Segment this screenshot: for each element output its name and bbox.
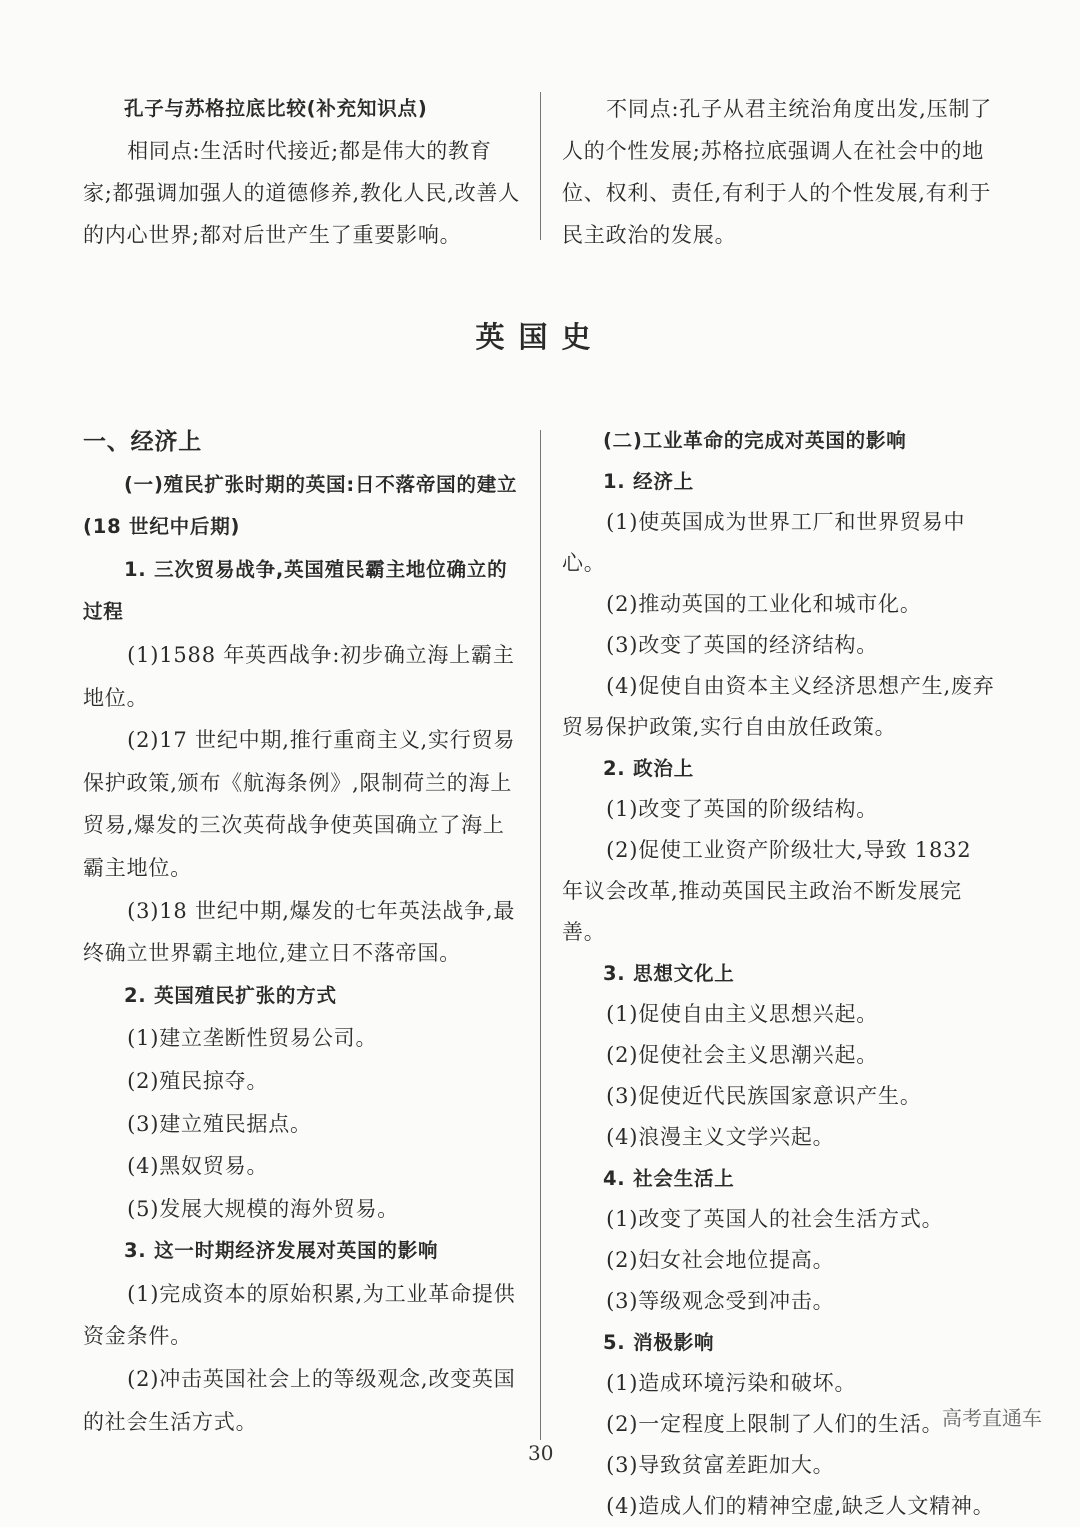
section-heading: 一、经济上 [83,429,202,455]
left-column [83,421,521,1443]
subheading: 3. 这一时期经济发展对英国的影响 [123,1239,439,1263]
paragraph: (2)促使社会主义思潮兴起。 [606,1043,879,1067]
paragraph: (5)发展大规模的海外贸易。 [127,1196,400,1221]
paragraph: (4)促使自由资本主义经济思想产生,废弃贸易保护政策,实行自由放任政策。 [562,674,995,739]
watermark: 高考直通车 [942,1406,1042,1430]
subheading: (一)殖民扩张时期的英国:日不落帝国的建立(18 世纪中后期) [83,472,518,539]
paragraph: (1)改变了英国人的社会生活方式。 [606,1207,944,1231]
paragraph: (2)妇女社会地位提高。 [606,1248,835,1272]
subheading: 2. 英国殖民扩张的方式 [123,983,337,1007]
paragraph: (3)等级观念受到冲击。 [606,1289,835,1313]
subheading: (二)工业革命的完成对英国的影响 [602,429,907,452]
paragraph: (2)推动英国的工业化和城市化。 [606,592,922,616]
section-title: 英国史 [475,320,605,354]
paragraph: (1)建立垄断性贸易公司。 [127,1026,378,1051]
paragraph: (1)1588 年英西战争:初步确立海上霸主地位。 [83,642,515,710]
paragraph: (2)一定程度上限制了人们的生活。 [606,1412,944,1436]
page-number: 30 [528,1441,554,1465]
paragraph: 相同点:生活时代接近;都是伟大的教育家;都强调加强人的道德修养,教化人民,改善人的内心世界;都对后世产生了重要影响。 [83,139,521,247]
paragraph: (3)改变了英国的经济结构。 [606,633,879,657]
paragraph: (3)建立殖民据点。 [127,1111,312,1136]
subheading: 1. 经济上 [602,470,695,493]
column-divider-main [540,430,541,1440]
paragraph: (2)促使工业资产阶级壮大,导致 1832 年议会改革,推动英国民主政治不断发展完善。 [562,838,972,944]
column-divider-top [540,92,541,240]
top-left-column [83,88,521,256]
paragraph: (3)促使近代民族国家意识产生。 [606,1084,922,1108]
subheading: 5. 消极影响 [602,1331,715,1354]
paragraph: (1)改变了英国的阶级结构。 [606,797,879,821]
paragraph: (1)完成资本的原始积累,为工业革命提供资金条件。 [83,1281,516,1349]
paragraph: (1)使英国成为世界工厂和世界贸易中心。 [562,510,966,575]
paragraph: (3)18 世纪中期,爆发的七年英法战争,最终确立世界霸主地位,建立日不落帝国。 [83,898,516,966]
paragraph: (1)造成环境污染和破坏。 [606,1371,857,1395]
paragraph: (3)导致贫富差距加大。 [606,1453,835,1477]
right-column [562,420,1000,1527]
paragraph: (2)17 世纪中期,推行重商主义,实行贸易保护政策,颁布《航海条例》,限制荷兰的海上贸易,爆发的三次英荷战争使英国确立了海上霸主地位。 [83,728,516,880]
subheading: 1. 三次贸易战争,英国殖民霸主地位确立的过程 [83,557,508,624]
paragraph: (4)黑奴贸易。 [127,1154,269,1179]
paragraph: (4)造成人们的精神空虚,缺乏人文精神。 [606,1494,995,1518]
paragraph: (2)冲击英国社会上的等级观念,改变英国的社会生活方式。 [83,1367,516,1434]
top-right-column [562,88,1000,256]
paragraph: (1)促使自由主义思想兴起。 [606,1002,879,1026]
paragraph: (2)殖民掠夺。 [127,1068,269,1093]
subheading: 3. 思想文化上 [602,962,735,985]
subheading: 4. 社会生活上 [602,1167,735,1190]
subheading: 孔子与苏格拉底比较(补充知识点) [123,97,428,120]
paragraph: (4)浪漫主义文学兴起。 [606,1125,835,1149]
subheading: 2. 政治上 [602,757,695,780]
paragraph: 不同点:孔子从君主统治角度出发,压制了人的个性发展;苏格拉底强调人在社会中的地位、权利、责任,有利于人的个性发展,有利于民主政治的发展。 [562,97,993,247]
